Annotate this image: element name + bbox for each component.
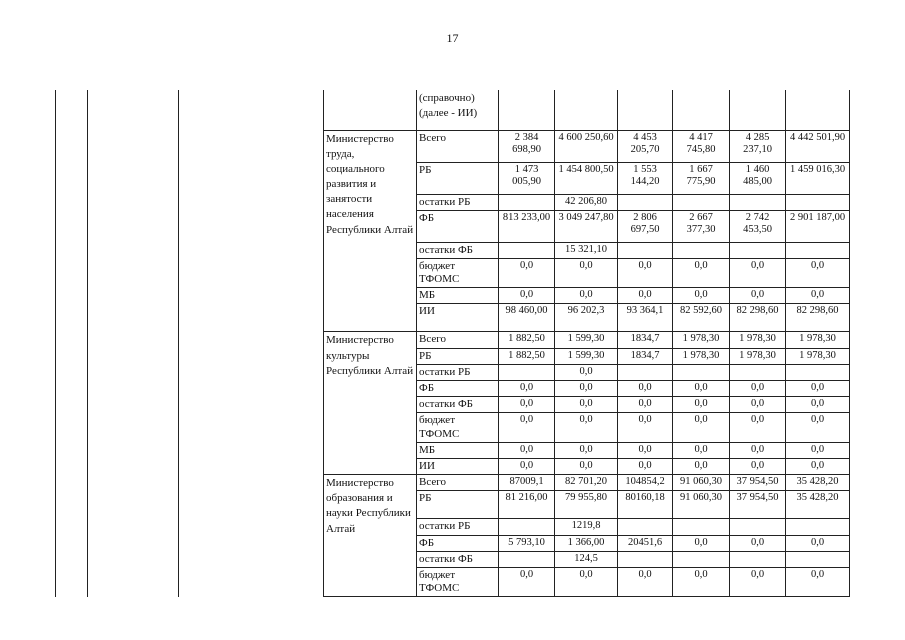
value-cell — [618, 90, 673, 130]
value-cell: 0,0 — [786, 535, 850, 551]
value-cell: 96 202,3 — [555, 304, 618, 332]
value-cell: 3 049 247,80 — [555, 210, 618, 242]
value-cell — [618, 194, 673, 210]
value-cell: 1219,8 — [555, 519, 618, 535]
value-cell: 82 701,20 — [555, 475, 618, 491]
funding-source: остатки РБ — [417, 194, 499, 210]
value-cell: 0,0 — [730, 567, 786, 596]
value-cell: 1834,7 — [618, 332, 673, 348]
value-cell: 1 366,00 — [555, 535, 618, 551]
value-cell: 2 742 453,50 — [730, 210, 786, 242]
value-cell: 37 954,50 — [730, 475, 786, 491]
value-cell: 0,0 — [555, 442, 618, 458]
value-cell: 0,0 — [618, 381, 673, 397]
value-cell: 15 321,10 — [555, 242, 618, 258]
value-cell — [786, 242, 850, 258]
value-cell — [730, 519, 786, 535]
value-cell: 1 978,30 — [730, 348, 786, 364]
value-cell: 42 206,80 — [555, 194, 618, 210]
value-cell: 0,0 — [618, 258, 673, 287]
value-cell: 1 553 144,20 — [618, 162, 673, 194]
blank-cell — [88, 332, 179, 475]
value-cell — [499, 242, 555, 258]
value-cell: 0,0 — [730, 258, 786, 287]
value-cell: 124,5 — [555, 551, 618, 567]
funding-source: ФБ — [417, 535, 499, 551]
funding-source: РБ — [417, 491, 499, 519]
funding-source: РБ — [417, 348, 499, 364]
value-cell: 2 806 697,50 — [618, 210, 673, 242]
value-cell: 93 364,1 — [618, 304, 673, 332]
value-cell: 5 793,10 — [499, 535, 555, 551]
value-cell: 1 599,30 — [555, 332, 618, 348]
table-row — [56, 90, 850, 130]
value-cell: 1 978,30 — [786, 348, 850, 364]
budget-table — [55, 90, 850, 597]
value-cell: 1 882,50 — [499, 332, 555, 348]
value-cell: 1 473 005,90 — [499, 162, 555, 194]
value-cell: 91 060,30 — [673, 491, 730, 519]
value-cell: 4 442 501,90 — [786, 130, 850, 162]
value-cell: 0,0 — [673, 535, 730, 551]
value-cell: 0,0 — [673, 567, 730, 596]
funding-source: остатки РБ — [417, 519, 499, 535]
value-cell: 0,0 — [673, 442, 730, 458]
value-cell — [730, 551, 786, 567]
value-cell: 1 460 485,00 — [730, 162, 786, 194]
value-cell — [555, 90, 618, 130]
value-cell: 4 600 250,60 — [555, 130, 618, 162]
value-cell: 0,0 — [730, 458, 786, 474]
value-cell: 35 428,20 — [786, 475, 850, 491]
value-cell — [673, 551, 730, 567]
value-cell: 35 428,20 — [786, 491, 850, 519]
ministry-name: Министерство культуры Республики Алтай — [324, 332, 417, 475]
value-cell: 0,0 — [786, 381, 850, 397]
blank-cell — [56, 90, 88, 130]
funding-source: ФБ — [417, 381, 499, 397]
value-cell: 0,0 — [499, 458, 555, 474]
blank-cell — [56, 130, 88, 332]
funding-source: ФБ — [417, 210, 499, 242]
value-cell — [786, 551, 850, 567]
value-cell — [673, 364, 730, 380]
value-cell: 1 454 800,50 — [555, 162, 618, 194]
ministry-name: Министерство труда, социального развития и занятости населения Республики Алтай — [324, 130, 417, 332]
funding-source: МБ — [417, 442, 499, 458]
blank-cell — [88, 475, 179, 597]
value-cell — [499, 364, 555, 380]
value-cell: 20451,6 — [618, 535, 673, 551]
value-cell: 1834,7 — [618, 348, 673, 364]
value-cell: 91 060,30 — [673, 475, 730, 491]
value-cell: 0,0 — [555, 288, 618, 304]
blank-cell — [88, 130, 179, 332]
value-cell: 0,0 — [673, 458, 730, 474]
blank-cell — [179, 475, 324, 597]
value-cell: 813 233,00 — [499, 210, 555, 242]
value-cell: 1 667 775,90 — [673, 162, 730, 194]
value-cell: 0,0 — [673, 381, 730, 397]
value-cell: 98 460,00 — [499, 304, 555, 332]
value-cell: 0,0 — [555, 258, 618, 287]
funding-source: ИИ — [417, 304, 499, 332]
value-cell — [618, 364, 673, 380]
value-cell — [499, 90, 555, 130]
value-cell: 37 954,50 — [730, 491, 786, 519]
value-cell: 4 285 237,10 — [730, 130, 786, 162]
value-cell — [618, 551, 673, 567]
value-cell: 0,0 — [499, 258, 555, 287]
value-cell — [673, 519, 730, 535]
value-cell — [786, 519, 850, 535]
funding-source: Всего — [417, 475, 499, 491]
value-cell — [730, 364, 786, 380]
value-cell: 0,0 — [673, 413, 730, 442]
page-number: 17 — [446, 31, 459, 45]
value-cell — [499, 194, 555, 210]
value-cell — [618, 519, 673, 535]
value-cell: 0,0 — [786, 258, 850, 287]
value-cell: 1 599,30 — [555, 348, 618, 364]
ministry-name: Министерство образования и науки Республики Алтай — [324, 475, 417, 597]
source-note-cell: (справочно) (далее - ИИ) — [417, 90, 499, 130]
value-cell: 1 978,30 — [673, 348, 730, 364]
blank-cell — [56, 332, 88, 475]
value-cell: 0,0 — [499, 381, 555, 397]
blank-cell — [179, 90, 324, 130]
value-cell: 0,0 — [555, 364, 618, 380]
value-cell: 87009,1 — [499, 475, 555, 491]
table-row — [56, 475, 850, 491]
value-cell: 0,0 — [730, 442, 786, 458]
funding-source: ИИ — [417, 458, 499, 474]
value-cell: 0,0 — [618, 442, 673, 458]
value-cell — [673, 90, 730, 130]
value-cell — [499, 519, 555, 535]
value-cell: 0,0 — [786, 442, 850, 458]
value-cell: 2 384 698,90 — [499, 130, 555, 162]
funding-source: бюджет ТФОМС — [417, 413, 499, 442]
value-cell: 0,0 — [730, 413, 786, 442]
value-cell: 0,0 — [786, 567, 850, 596]
funding-source: остатки ФБ — [417, 397, 499, 413]
value-cell: 1 978,30 — [730, 332, 786, 348]
value-cell: 0,0 — [618, 413, 673, 442]
value-cell: 0,0 — [786, 288, 850, 304]
value-cell: 0,0 — [730, 397, 786, 413]
value-cell — [786, 364, 850, 380]
funding-source: РБ — [417, 162, 499, 194]
value-cell: 0,0 — [555, 397, 618, 413]
value-cell: 0,0 — [673, 288, 730, 304]
value-cell — [730, 194, 786, 210]
funding-source: остатки РБ — [417, 364, 499, 380]
table-row — [56, 130, 850, 162]
value-cell — [786, 194, 850, 210]
value-cell: 82 592,60 — [673, 304, 730, 332]
blank-cell — [324, 90, 417, 130]
value-cell: 0,0 — [555, 381, 618, 397]
funding-source: МБ — [417, 288, 499, 304]
funding-source: Всего — [417, 332, 499, 348]
funding-source: остатки ФБ — [417, 551, 499, 567]
value-cell: 1 459 016,30 — [786, 162, 850, 194]
value-cell — [730, 90, 786, 130]
value-cell: 0,0 — [555, 567, 618, 596]
value-cell: 82 298,60 — [786, 304, 850, 332]
value-cell: 0,0 — [618, 288, 673, 304]
funding-source: бюджет ТФОМС — [417, 258, 499, 287]
value-cell: 0,0 — [555, 458, 618, 474]
funding-source: Всего — [417, 130, 499, 162]
value-cell: 0,0 — [499, 397, 555, 413]
blank-cell — [179, 130, 324, 332]
value-cell — [499, 551, 555, 567]
value-cell: 0,0 — [618, 397, 673, 413]
value-cell: 0,0 — [499, 288, 555, 304]
value-cell: 82 298,60 — [730, 304, 786, 332]
value-cell: 0,0 — [673, 397, 730, 413]
value-cell: 4 453 205,70 — [618, 130, 673, 162]
value-cell: 0,0 — [730, 288, 786, 304]
value-cell: 0,0 — [555, 413, 618, 442]
funding-source: остатки ФБ — [417, 242, 499, 258]
value-cell: 0,0 — [499, 413, 555, 442]
value-cell: 81 216,00 — [499, 491, 555, 519]
value-cell: 1 978,30 — [673, 332, 730, 348]
value-cell: 0,0 — [499, 567, 555, 596]
value-cell: 0,0 — [499, 442, 555, 458]
value-cell: 104854,2 — [618, 475, 673, 491]
blank-cell — [88, 90, 179, 130]
value-cell: 0,0 — [730, 535, 786, 551]
funding-source: бюджет ТФОМС — [417, 567, 499, 596]
value-cell — [673, 194, 730, 210]
value-cell: 0,0 — [730, 381, 786, 397]
blank-cell — [56, 475, 88, 597]
value-cell: 0,0 — [673, 258, 730, 287]
value-cell: 0,0 — [618, 458, 673, 474]
value-cell — [730, 242, 786, 258]
value-cell: 0,0 — [786, 458, 850, 474]
value-cell: 1 978,30 — [786, 332, 850, 348]
budget-table-body — [56, 90, 850, 597]
value-cell — [673, 242, 730, 258]
value-cell: 79 955,80 — [555, 491, 618, 519]
value-cell: 2 901 187,00 — [786, 210, 850, 242]
value-cell — [786, 90, 850, 130]
value-cell: 1 882,50 — [499, 348, 555, 364]
table-row — [56, 332, 850, 348]
blank-cell — [179, 332, 324, 475]
value-cell: 0,0 — [786, 413, 850, 442]
value-cell: 2 667 377,30 — [673, 210, 730, 242]
value-cell: 4 417 745,80 — [673, 130, 730, 162]
value-cell — [618, 242, 673, 258]
value-cell: 0,0 — [618, 567, 673, 596]
value-cell: 0,0 — [786, 397, 850, 413]
value-cell: 80160,18 — [618, 491, 673, 519]
